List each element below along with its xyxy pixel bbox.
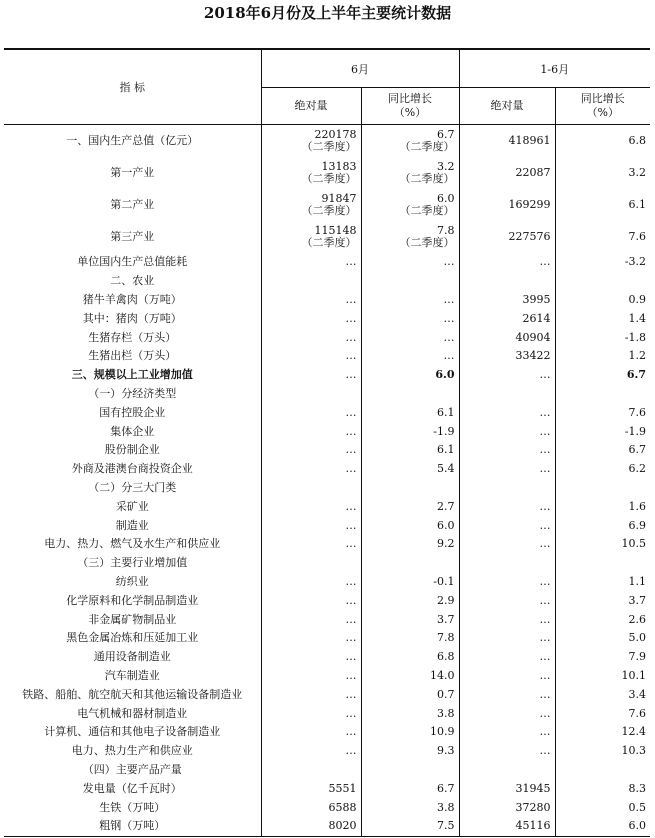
table-row <box>4 460 650 479</box>
indicator-name: （三）主要行业增加值 <box>4 554 261 573</box>
table-row <box>4 366 650 385</box>
june-yoy-cell: 3.8 <box>361 704 459 723</box>
june-yoy-cell: … <box>361 328 459 347</box>
h1-absolute-cell: … <box>459 573 555 592</box>
june-absolute-cell <box>261 385 361 404</box>
indicator-name: 外商及港澳台商投资企业 <box>4 460 261 479</box>
h1-yoy-cell: -3.2 <box>624 255 646 269</box>
quarter-note: （二季度） <box>399 140 455 153</box>
indicator-name: （二）分三大门类 <box>4 479 261 498</box>
h1-absolute-cell <box>459 272 555 291</box>
june-yoy-cell: 10.9 <box>361 723 459 742</box>
june-absolute-cell: 6588 <box>261 798 361 817</box>
june-yoy-cell <box>361 189 459 221</box>
june-absolute-cell: … <box>261 685 361 704</box>
h1-absolute-cell: … <box>459 460 555 479</box>
table-row <box>4 798 650 817</box>
table-row <box>4 497 650 516</box>
june-absolute-cell <box>261 157 361 189</box>
june-absolute-cell: … <box>261 591 361 610</box>
table-row <box>4 221 650 253</box>
indicator-name: 三、规模以上工业增加值 <box>4 366 261 385</box>
june-absolute-cell: … <box>261 347 361 366</box>
june-yoy-cell: 7.5 <box>361 817 459 836</box>
h1-absolute-cell: … <box>459 742 555 761</box>
h1-yoy-cell: 7.6 <box>628 230 646 243</box>
june-yoy-cell: … <box>361 291 459 310</box>
table-row <box>4 422 650 441</box>
h1-yoy-cell: 6.1 <box>628 198 646 211</box>
indicator-name: 电力、热力、燃气及水生产和供应业 <box>4 535 261 554</box>
indicator-name: 其中：猪肉（万吨） <box>4 309 261 328</box>
h1-absolute-cell: … <box>459 648 555 667</box>
june-yoy-cell: 6.1 <box>361 403 459 422</box>
june-yoy-cell <box>361 479 459 498</box>
june-yoy-cell: 2.9 <box>361 591 459 610</box>
h1-yoy-header: 同比增长 （%） <box>555 88 650 125</box>
stats-table <box>4 48 650 837</box>
h1-absolute-cell: … <box>459 704 555 723</box>
indicator-name: 二、农业 <box>4 272 261 291</box>
h1-absolute-cell: 2614 <box>459 309 555 328</box>
h1-yoy-cell: 7.6 <box>628 706 646 720</box>
h1-yoy-cell: 7.9 <box>628 650 646 664</box>
indicator-name: 非金属矿物制品业 <box>4 610 261 629</box>
indicator-name: 电力、热力生产和供应业 <box>4 742 261 761</box>
indicator-name: 黑色金属冶炼和压延加工业 <box>4 629 261 648</box>
june-yoy-cell: 3.8 <box>361 798 459 817</box>
june-absolute-cell: … <box>261 704 361 723</box>
table-row <box>4 629 650 648</box>
june-yoy-cell <box>361 272 459 291</box>
h1-absolute-cell <box>459 479 555 498</box>
june-yoy-cell <box>361 761 459 780</box>
h1-yoy-cell: 1.6 <box>628 499 646 513</box>
h1-absolute-cell <box>459 554 555 573</box>
june-absolute-cell: … <box>261 667 361 686</box>
h1-yoy-cell: 10.1 <box>621 668 646 682</box>
june-absolute-cell: … <box>261 460 361 479</box>
table-row <box>4 591 650 610</box>
june-absolute-cell: … <box>261 648 361 667</box>
h1-absolute-cell: … <box>459 535 555 554</box>
june-yoy-cell: -0.1 <box>361 573 459 592</box>
june-yoy-cell: 9.2 <box>361 535 459 554</box>
h1-yoy-cell: 6.9 <box>628 518 646 532</box>
h1-yoy-cell <box>555 385 650 404</box>
june-absolute-cell: … <box>261 366 361 385</box>
table-row <box>4 157 650 189</box>
h1-yoy-cell: 6.7 <box>626 368 646 382</box>
indicator-name: 第一产业 <box>4 157 261 189</box>
h1-yoy-cell: 3.4 <box>628 687 646 701</box>
cell-value: 6.0 <box>437 192 455 205</box>
table-row <box>4 742 650 761</box>
table-row <box>4 385 650 404</box>
h1-yoy-cell: 8.3 <box>628 781 646 795</box>
june-absolute-cell: … <box>261 497 361 516</box>
h1-yoy-cell: 6.7 <box>628 443 646 457</box>
indicator-header: 指 标 <box>4 49 261 125</box>
h1-absolute-cell: … <box>459 441 555 460</box>
table-row <box>4 347 650 366</box>
h1-yoy-cell <box>555 554 650 573</box>
h1-yoy-cell: 3.2 <box>628 166 646 179</box>
indicator-name: 生猪存栏（万头） <box>4 328 261 347</box>
june-header: 6月 <box>261 49 459 88</box>
indicator-name: 通用设备制造业 <box>4 648 261 667</box>
june-absolute-cell: 8020 <box>261 817 361 836</box>
indicator-name: 生猪出栏（万头） <box>4 347 261 366</box>
june-yoy-cell: 0.7 <box>361 685 459 704</box>
h1-yoy-cell: 10.5 <box>621 537 646 551</box>
cell-value: 115148 <box>314 224 357 237</box>
h1-yoy-cell <box>555 272 650 291</box>
h1-yoy-cell: 1.4 <box>628 311 646 325</box>
cell-value: 7.8 <box>437 224 455 237</box>
table-row <box>4 761 650 780</box>
quarter-note: （二季度） <box>399 204 455 217</box>
june-yoy-cell: 5.4 <box>361 460 459 479</box>
cell-value: 3.2 <box>437 160 455 173</box>
june-absolute-cell <box>261 189 361 221</box>
june-yoy-cell: 7.8 <box>361 629 459 648</box>
h1-yoy-cell: 5.0 <box>628 631 646 645</box>
indicator-name: 粗钢（万吨） <box>4 817 261 836</box>
indicator-name: 猪牛羊禽肉（万吨） <box>4 291 261 310</box>
table-row <box>4 309 650 328</box>
h1-absolute-cell: … <box>459 667 555 686</box>
june-absolute-cell <box>261 479 361 498</box>
june-absolute-cell <box>261 761 361 780</box>
h1-absolute-cell: 37280 <box>459 798 555 817</box>
h1-absolute-cell: … <box>459 253 555 272</box>
cell-value: 220178 <box>314 128 357 141</box>
h1-absolute-cell: … <box>459 685 555 704</box>
june-yoy-cell: … <box>361 253 459 272</box>
june-absolute-cell <box>261 125 361 158</box>
indicator-name: 一、国内生产总值（亿元） <box>4 125 261 158</box>
h1-absolute-cell: 31945 <box>459 779 555 798</box>
indicator-name: 纺织业 <box>4 573 261 592</box>
cell-value: 13183 <box>321 160 357 173</box>
june-yoy-cell: 6.1 <box>361 441 459 460</box>
h1-absolute-header: 绝对量 <box>459 88 555 125</box>
june-yoy-cell: 6.0 <box>361 366 459 385</box>
indicator-name: 制造业 <box>4 516 261 535</box>
indicator-name: 采矿业 <box>4 497 261 516</box>
table-row <box>4 441 650 460</box>
june-absolute-cell: 5551 <box>261 779 361 798</box>
table-row <box>4 723 650 742</box>
june-absolute-cell: … <box>261 610 361 629</box>
h1-yoy-cell: 2.6 <box>628 612 646 626</box>
h1-yoy-cell <box>555 761 650 780</box>
h1-absolute-cell: 40904 <box>459 328 555 347</box>
june-absolute-cell: … <box>261 422 361 441</box>
h1-yoy-cell: 0.5 <box>628 800 646 814</box>
june-yoy-cell: 6.8 <box>361 648 459 667</box>
indicator-name: 发电量（亿千瓦时） <box>4 779 261 798</box>
quarter-note: （二季度） <box>301 172 357 185</box>
table-row <box>4 479 650 498</box>
june-absolute-cell: … <box>261 629 361 648</box>
cell-value: 6.7 <box>437 128 455 141</box>
h1-absolute-cell: … <box>459 516 555 535</box>
h1-yoy-cell: 7.6 <box>628 405 646 419</box>
h1-yoy-cell: -1.8 <box>624 330 646 344</box>
june-yoy-header: 同比增长 （%） <box>361 88 459 125</box>
h1-yoy-cell: 12.4 <box>621 725 646 739</box>
table-row <box>4 516 650 535</box>
quarter-note: （二季度） <box>301 236 357 249</box>
table-row <box>4 253 650 272</box>
june-absolute-cell: … <box>261 253 361 272</box>
h1-absolute-cell: 169299 <box>459 189 555 221</box>
h1-yoy-cell: 1.1 <box>628 574 646 588</box>
h1-yoy-cell: -1.9 <box>624 424 646 438</box>
quarter-note: （二季度） <box>399 236 455 249</box>
h1-absolute-cell <box>459 385 555 404</box>
june-absolute-cell: … <box>261 291 361 310</box>
june-absolute-cell <box>261 554 361 573</box>
indicator-name: 集体企业 <box>4 422 261 441</box>
june-absolute-cell <box>261 221 361 253</box>
h1-absolute-cell <box>459 761 555 780</box>
h1-absolute-cell: 3995 <box>459 291 555 310</box>
june-absolute-cell <box>261 272 361 291</box>
table-row <box>4 573 650 592</box>
h1-absolute-cell: 45116 <box>459 817 555 836</box>
page-title: 2018年6月份及上半年主要统计数据 <box>203 4 452 22</box>
june-absolute-cell: … <box>261 328 361 347</box>
h1-absolute-cell: … <box>459 366 555 385</box>
june-yoy-cell: 14.0 <box>361 667 459 686</box>
june-absolute-header: 绝对量 <box>261 88 361 125</box>
h1-absolute-cell: … <box>459 610 555 629</box>
indicator-name: 计算机、通信和其他电子设备制造业 <box>4 723 261 742</box>
table-row <box>4 272 650 291</box>
june-yoy-cell: 3.7 <box>361 610 459 629</box>
indicator-name: （一）分经济类型 <box>4 385 261 404</box>
indicator-name: 国有控股企业 <box>4 403 261 422</box>
table-row <box>4 554 650 573</box>
table-row <box>4 704 650 723</box>
table-row <box>4 817 650 836</box>
table-row <box>4 648 650 667</box>
h1-yoy-cell: 0.9 <box>628 292 646 306</box>
june-yoy-cell <box>361 125 459 158</box>
h1-header: 1-6月 <box>459 49 650 88</box>
h1-absolute-cell: … <box>459 497 555 516</box>
quarter-note: （二季度） <box>301 204 357 217</box>
june-absolute-cell: … <box>261 516 361 535</box>
cell-value: 91847 <box>321 192 357 205</box>
h1-yoy-cell: 6.0 <box>555 817 650 836</box>
june-absolute-cell: … <box>261 573 361 592</box>
table-row <box>4 535 650 554</box>
h1-yoy-cell: 1.2 <box>628 349 646 363</box>
indicator-name: 第二产业 <box>4 189 261 221</box>
june-absolute-cell: … <box>261 441 361 460</box>
table-row <box>4 667 650 686</box>
june-yoy-cell <box>361 554 459 573</box>
h1-yoy-cell: 10.3 <box>621 744 646 758</box>
h1-absolute-cell: 227576 <box>459 221 555 253</box>
june-absolute-cell: … <box>261 403 361 422</box>
june-absolute-cell: … <box>261 309 361 328</box>
quarter-note: （二季度） <box>301 140 357 153</box>
june-yoy-cell <box>361 157 459 189</box>
table-row <box>4 403 650 422</box>
h1-absolute-cell: … <box>459 629 555 648</box>
indicator-name: 单位国内生产总值能耗 <box>4 253 261 272</box>
indicator-name: 股份制企业 <box>4 441 261 460</box>
table-row <box>4 328 650 347</box>
h1-absolute-cell: … <box>459 403 555 422</box>
indicator-name: 第三产业 <box>4 221 261 253</box>
june-yoy-cell: … <box>361 309 459 328</box>
june-yoy-cell: 6.7 <box>361 779 459 798</box>
june-yoy-cell: -1.9 <box>361 422 459 441</box>
june-yoy-cell <box>361 221 459 253</box>
table-row <box>4 685 650 704</box>
quarter-note: （二季度） <box>399 172 455 185</box>
h1-yoy-cell <box>555 479 650 498</box>
table-row <box>4 189 650 221</box>
h1-yoy-cell: 6.8 <box>628 134 646 147</box>
h1-absolute-cell: 33422 <box>459 347 555 366</box>
june-absolute-cell: … <box>261 535 361 554</box>
indicator-name: 电气机械和器材制造业 <box>4 704 261 723</box>
june-yoy-cell: 2.7 <box>361 497 459 516</box>
table-row <box>4 610 650 629</box>
h1-absolute-cell: 22087 <box>459 157 555 189</box>
indicator-name: 生铁（万吨） <box>4 798 261 817</box>
h1-absolute-cell: … <box>459 723 555 742</box>
h1-yoy-cell: 6.2 <box>628 462 646 476</box>
table-body <box>4 125 650 837</box>
h1-absolute-cell: 418961 <box>459 125 555 158</box>
june-yoy-cell <box>361 385 459 404</box>
june-yoy-cell: 9.3 <box>361 742 459 761</box>
indicator-name: 化学原料和化学制品制造业 <box>4 591 261 610</box>
indicator-name: 汽车制造业 <box>4 667 261 686</box>
table-row <box>4 125 650 158</box>
h1-absolute-cell: … <box>459 591 555 610</box>
indicator-name: 铁路、船舶、航空航天和其他运输设备制造业 <box>4 685 261 704</box>
june-yoy-cell: … <box>361 347 459 366</box>
table-row <box>4 779 650 798</box>
h1-yoy-cell: 3.7 <box>628 593 646 607</box>
june-yoy-cell: 6.0 <box>361 516 459 535</box>
h1-absolute-cell: … <box>459 422 555 441</box>
june-absolute-cell: … <box>261 723 361 742</box>
indicator-name: （四）主要产品产量 <box>4 761 261 780</box>
table-row <box>4 291 650 310</box>
june-absolute-cell: … <box>261 742 361 761</box>
